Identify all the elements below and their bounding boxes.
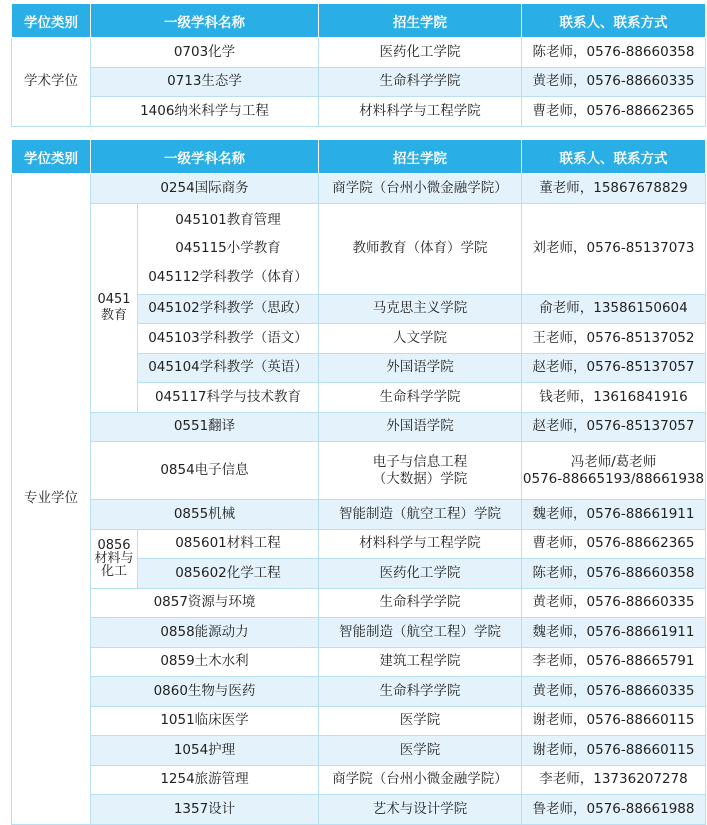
discipline-cell: 045117科学与技术教育 [138, 383, 319, 413]
discipline-cell: 0703化学 [91, 38, 319, 68]
header-discipline: 一级学科名称 [91, 4, 319, 38]
contact-cell: 曹老师，0576-88662365 [522, 97, 706, 127]
contact-cell: 俞老师，13586150604 [522, 294, 706, 324]
header-degree-type: 学位类别 [12, 4, 91, 38]
table-row [12, 529, 706, 559]
discipline-cell: 0713生态学 [91, 67, 319, 97]
academic-degree-table [11, 3, 706, 127]
contact-cell: 李老师，0576-88665791 [522, 647, 706, 677]
table-row [12, 795, 706, 825]
contact-cell: 赵老师，0576-85137057 [522, 412, 706, 442]
school-cell: 人文学院 [319, 324, 522, 354]
school-cell: 智能制造（航空工程）学院 [319, 500, 522, 530]
discipline-cell: 045104学科教学（英语） [138, 353, 319, 383]
contact-cell: 董老师，15867678829 [522, 174, 706, 204]
header-school: 招生学院 [319, 4, 522, 38]
discipline-cell: 1051临床医学 [91, 706, 319, 736]
contact-cell: 李老师，13736207278 [522, 765, 706, 795]
header-discipline: 一级学科名称 [91, 140, 319, 174]
school-cell: 外国语学院 [319, 412, 522, 442]
table-row [12, 736, 706, 766]
discipline-cell: 0551翻译 [91, 412, 319, 442]
contact-cell: 陈老师，0576-88660358 [522, 559, 706, 589]
discipline-item: 045101教育管理 [175, 211, 281, 228]
school-cell: 建筑工程学院 [319, 647, 522, 677]
school-cell: 商学院（台州小微金融学院） [319, 174, 522, 204]
contact-cell: 黄老师，0576-88660335 [522, 677, 706, 707]
contact-cell: 陈老师，0576-88660358 [522, 38, 706, 68]
school-cell: 医药化工学院 [319, 38, 522, 68]
contact-cell: 赵老师，0576-85137057 [522, 353, 706, 383]
school-cell: 生命科学学院 [319, 383, 522, 413]
discipline-cell: 0860生物与医药 [91, 677, 319, 707]
table-row [12, 38, 706, 68]
table-row [12, 706, 706, 736]
discipline-cell: 1054护理 [91, 736, 319, 766]
subgroup-0451-label: 0451 教育 [91, 203, 138, 412]
discipline-cell: 1357设计 [91, 795, 319, 825]
table-row [12, 500, 706, 530]
school-cell: 材料科学与工程学院 [319, 529, 522, 559]
table-row [12, 618, 706, 648]
school-cell: 生命科学学院 [319, 677, 522, 707]
contact-cell: 曹老师，0576-88662365 [522, 529, 706, 559]
header-contact: 联系人、联系方式 [522, 4, 706, 38]
contact-cell: 黄老师，0576-88660335 [522, 588, 706, 618]
table-header-row [12, 140, 706, 174]
category-academic: 学术学位 [12, 38, 91, 127]
school-cell: 马克思主义学院 [319, 294, 522, 324]
table-row [12, 442, 706, 500]
table-row [12, 765, 706, 795]
discipline-item: 045115小学教育 [175, 240, 281, 257]
table-row [12, 97, 706, 127]
header-degree-type: 学位类别 [12, 140, 91, 174]
table-row [12, 677, 706, 707]
school-cell: 生命科学学院 [319, 588, 522, 618]
category-professional: 专业学位 [12, 174, 91, 825]
discipline-cell: 045102学科教学（思政） [138, 294, 319, 324]
discipline-cell: 0858能源动力 [91, 618, 319, 648]
school-cell: 电子与信息工程 （大数据）学院 [319, 442, 522, 500]
discipline-cell: 0855机械 [91, 500, 319, 530]
contact-cell: 冯老师/葛老师 0576-88665193/88661938 [522, 442, 706, 500]
contact-cell: 魏老师，0576-88661911 [522, 500, 706, 530]
school-cell: 医药化工学院 [319, 559, 522, 589]
table-header-row [12, 4, 706, 38]
subgroup-0856-label: 0856 材料与 化工 [91, 529, 138, 588]
school-cell: 商学院（台州小微金融学院） [319, 765, 522, 795]
table-row [12, 174, 706, 204]
discipline-multi-cell [138, 203, 319, 294]
contact-cell: 鲁老师，0576-88661988 [522, 795, 706, 825]
header-contact: 联系人、联系方式 [522, 140, 706, 174]
school-cell: 智能制造（航空工程）学院 [319, 618, 522, 648]
header-school: 招生学院 [319, 140, 522, 174]
contact-cell: 刘老师，0576-85137073 [522, 203, 706, 294]
discipline-cell: 0254国际商务 [91, 174, 319, 204]
discipline-cell: 1406纳米科学与工程 [91, 97, 319, 127]
discipline-cell: 1254旅游管理 [91, 765, 319, 795]
contact-cell: 黄老师，0576-88660335 [522, 67, 706, 97]
table-row [12, 67, 706, 97]
discipline-item: 045112学科教学（体育） [148, 268, 308, 285]
school-cell: 教师教育（体育）学院 [319, 203, 522, 294]
contact-cell: 谢老师，0576-88660115 [522, 736, 706, 766]
table-row [12, 412, 706, 442]
school-cell: 外国语学院 [319, 353, 522, 383]
discipline-cell: 0857资源与环境 [91, 588, 319, 618]
contact-cell: 王老师，0576-85137052 [522, 324, 706, 354]
school-cell: 生命科学学院 [319, 67, 522, 97]
school-cell: 医学院 [319, 736, 522, 766]
school-cell: 艺术与设计学院 [319, 795, 522, 825]
table-row [12, 203, 706, 294]
discipline-cell: 085602化学工程 [138, 559, 319, 589]
contact-cell: 魏老师，0576-88661911 [522, 618, 706, 648]
discipline-cell: 0854电子信息 [91, 442, 319, 500]
discipline-cell: 085601材料工程 [138, 529, 319, 559]
school-cell: 材料科学与工程学院 [319, 97, 522, 127]
professional-degree-table [11, 139, 706, 825]
table-row [12, 647, 706, 677]
discipline-cell: 045103学科教学（语文） [138, 324, 319, 354]
table-row [12, 588, 706, 618]
school-cell: 医学院 [319, 706, 522, 736]
contact-cell: 钱老师，13616841916 [522, 383, 706, 413]
discipline-cell: 0859土木水利 [91, 647, 319, 677]
contact-cell: 谢老师，0576-88660115 [522, 706, 706, 736]
